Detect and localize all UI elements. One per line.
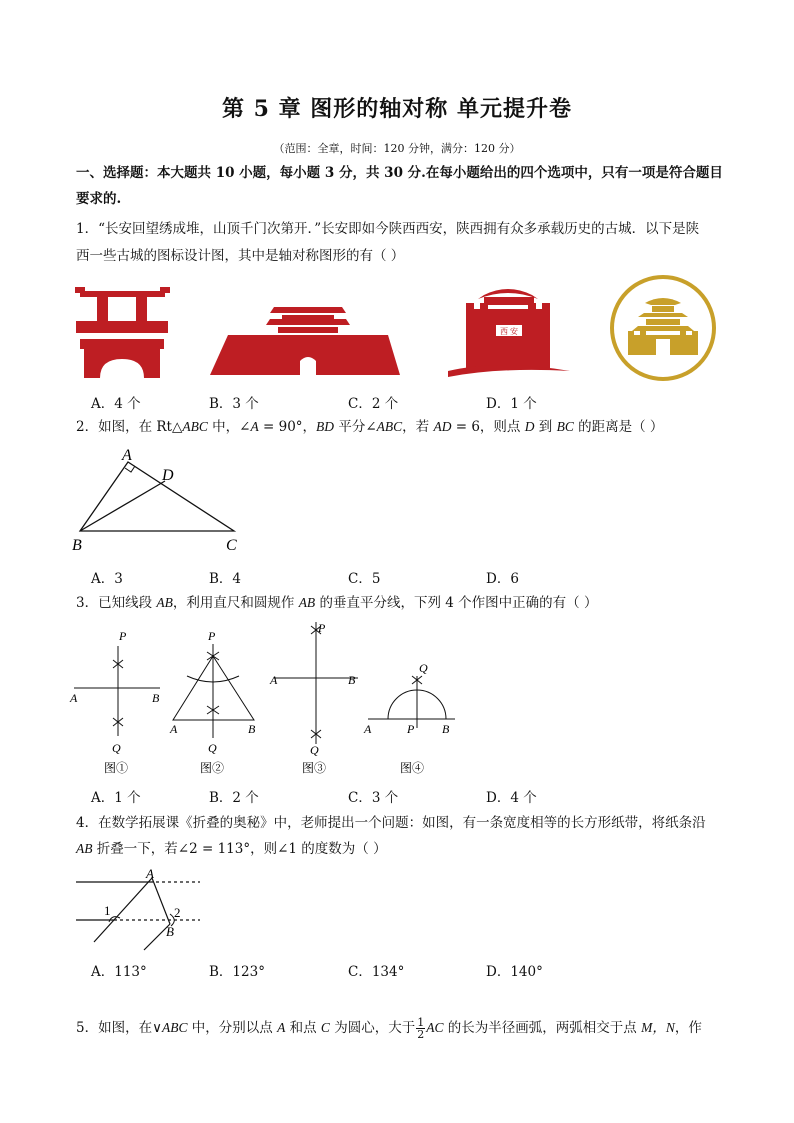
- fig3-label-q: Q: [310, 743, 319, 757]
- q3-option-b[interactable]: B．2 个: [209, 790, 259, 806]
- fig2-label-q: Q: [208, 741, 217, 755]
- q1-stem-line1: 1．“长安回望绣成堆，山顶千门次第开．”长安即如今陕西西安，陕西拥有众多承载历史的古城．以下是陕: [76, 221, 700, 237]
- q2-label-b: B: [72, 537, 82, 554]
- fig1-label-q: Q: [112, 741, 121, 755]
- q3-option-c[interactable]: C．3 个: [348, 790, 399, 806]
- q2-option-a[interactable]: A．3: [91, 571, 123, 587]
- q5-stem-line1: 5．如图，在∨ABC 中，分别以点 A 和点 C 为圆心，大于 $\frac{1}{2}$ AC 的长为半径画弧，两弧相交于点 M，N，作: [76, 1016, 702, 1041]
- fig3-caption: 图③: [302, 761, 327, 775]
- q2-stem: 2．如图，在 Rt△ABC 中，∠A = 90°，BD 平分∠ABC，若 AD = 6，则点 D 到 BC 的距离是（ ）: [76, 419, 664, 435]
- fig3-label-a: A: [270, 673, 278, 687]
- logo-3-badge-text: 西 安: [500, 327, 518, 336]
- section-heading-line1: 一、选择题：本大题共 10 小题，每小题 3 分，共 30 分.在每小题给出的四个选项中，只有一项是符合题目: [76, 165, 723, 181]
- fig4-label-p: P: [407, 722, 415, 736]
- logo-1-icon: [75, 287, 170, 378]
- q1-option-c[interactable]: C．2 个: [348, 396, 399, 412]
- fig1-label-a: A: [70, 691, 78, 705]
- fig4-label-b: B: [442, 722, 450, 736]
- q4-label-angle1: 1: [104, 903, 111, 918]
- q1-option-b[interactable]: B．3 个: [209, 396, 259, 412]
- q2-triangle-figure: [60, 440, 260, 560]
- q2-option-c[interactable]: C．5: [348, 571, 381, 587]
- fig2-label-p: P: [208, 629, 216, 643]
- logo-4-icon: [612, 277, 714, 379]
- fig1-label-p: P: [119, 629, 127, 643]
- fig2-label-a: A: [170, 722, 178, 736]
- q4-stem-line1: 4．在数学拓展课《折叠的奥秘》中，老师提出一个问题：如图，有一条宽度相等的长方形纸带，将纸条沿: [76, 815, 706, 831]
- q3-stem: 3．已知线段 AB，利用直尺和圆规作 AB 的垂直平分线，下列 4 个作图中正确的有（ ）: [76, 595, 598, 611]
- fig3-label-b: B: [348, 673, 356, 687]
- q4-option-c[interactable]: C．134°: [348, 964, 405, 980]
- q2-label-a: A: [122, 447, 132, 464]
- fig1-label-b: B: [152, 691, 160, 705]
- section-heading-line2: 要求的.: [76, 191, 122, 207]
- page-title: 第 5 章 图形的轴对称 单元提升卷: [222, 96, 572, 122]
- fig4-caption: 图④: [400, 761, 425, 775]
- fig4-label-q: Q: [419, 661, 428, 675]
- q4-label-angle2: 2: [174, 905, 181, 920]
- q4-folding-figure: [60, 862, 210, 954]
- q3-construction-figures: [60, 618, 470, 778]
- q2-label-d: D: [162, 467, 174, 484]
- q4-option-d[interactable]: D．140°: [486, 964, 543, 980]
- q1-option-a[interactable]: A．4 个: [91, 396, 141, 412]
- q2-option-d[interactable]: D．6: [486, 571, 519, 587]
- q2-label-c: C: [226, 537, 237, 554]
- q4-option-a[interactable]: A．113°: [91, 964, 147, 980]
- q4-label-b: B: [166, 924, 174, 939]
- q2-option-b[interactable]: B．4: [209, 571, 242, 587]
- q3-option-d[interactable]: D．4 个: [486, 790, 537, 806]
- fig2-label-b: B: [248, 722, 256, 736]
- fig2-caption: 图②: [200, 761, 225, 775]
- q4-option-b[interactable]: B．123°: [209, 964, 265, 980]
- q3-option-a[interactable]: A．1 个: [91, 790, 141, 806]
- q5-fraction: $\frac{1}{2}$: [417, 1016, 425, 1041]
- q4-stem-line2: AB 折叠一下，若∠2 = 113°，则∠1 的度数为（ ）: [76, 841, 387, 857]
- q1-option-d[interactable]: D．1 个: [486, 396, 537, 412]
- fig3-label-p: P: [318, 621, 326, 635]
- exam-scope: （范围：全章，时间：120 分钟，满分：120 分）: [273, 142, 521, 155]
- logo-2-icon: [210, 307, 400, 375]
- fig4-label-a: A: [364, 722, 372, 736]
- q1-logo-figures: [0, 275, 794, 390]
- q4-label-a: A: [146, 866, 154, 881]
- fig1-caption: 图①: [104, 761, 129, 775]
- q1-stem-line2: 西一些古城的图标设计图，其中是轴对称图形的有（ ）: [76, 248, 405, 264]
